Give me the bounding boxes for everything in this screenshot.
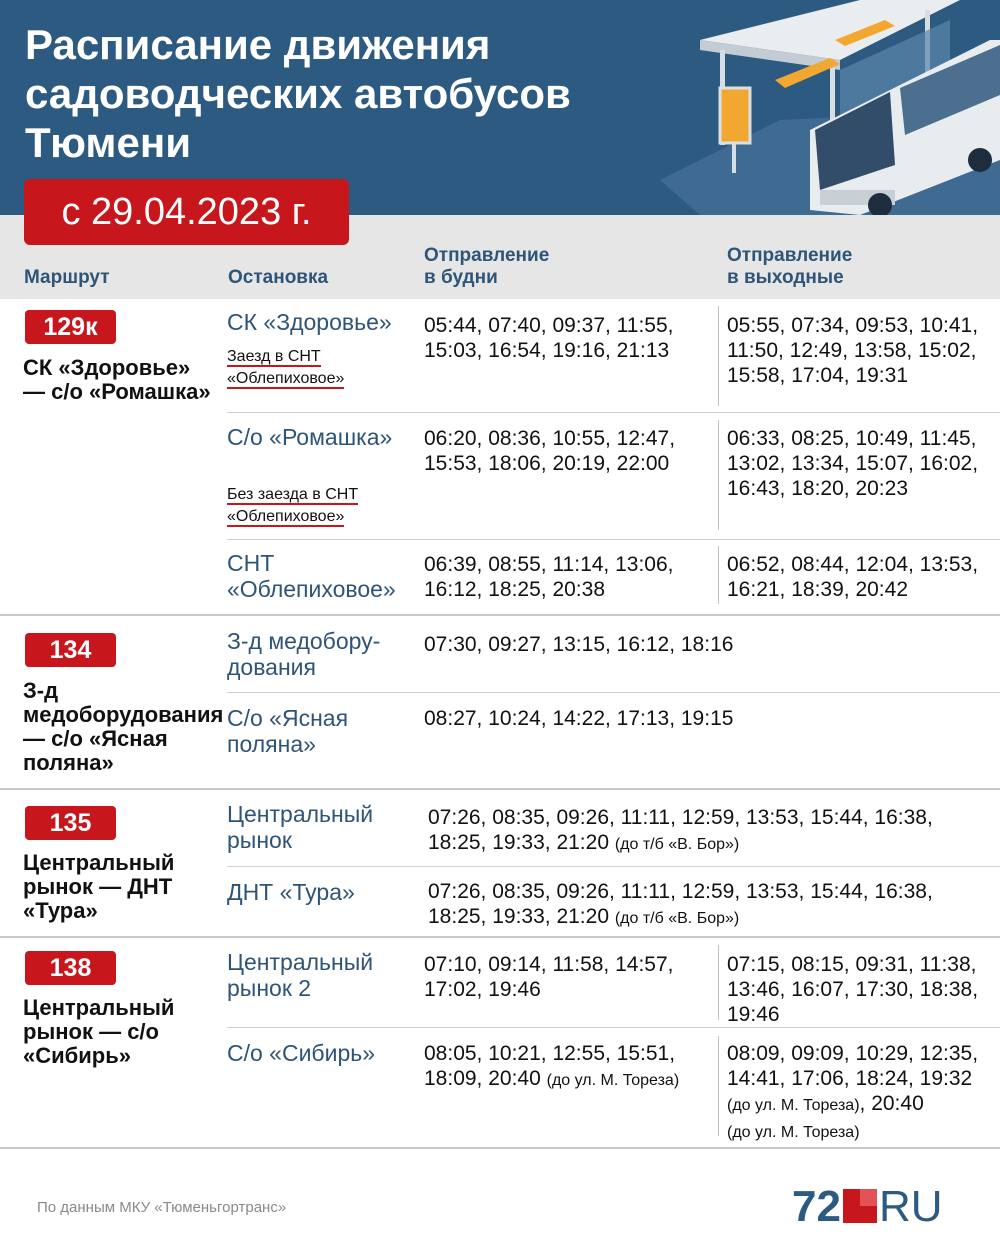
weekend-times: 06:52, 08:44, 12:04, 13:53, 16:21, 18:39, 20:42 — [727, 553, 979, 601]
weekend-times: 07:15, 08:15, 09:31, 11:38, 13:46, 16:07, 17:30, 18:38, 19:46 — [727, 953, 979, 1026]
source-credit: По данным МКУ «Тюменьгортранс» — [37, 1199, 287, 1216]
column-divider — [718, 306, 719, 406]
column-route: Маршрут — [24, 267, 110, 288]
stop-name: СК «Здоровье» — [227, 309, 392, 335]
weekend-times: 05:55, 07:34, 09:53, 10:41, 11:50, 12:49, 13:58, 15:02, 15:58, 17:04, 19:31 — [727, 314, 979, 387]
weekday-times: 07:10, 09:14, 11:58, 14:57, 17:02, 19:46 — [424, 953, 674, 1001]
title-line-2: садоводческих автобусов — [25, 70, 571, 117]
stop-note — [227, 484, 358, 528]
row-divider — [227, 412, 1000, 413]
times-list: 08:05, 10:21, 12:55, 15:51, 18:09, 20:40 — [424, 1042, 676, 1090]
stop-name: С/о «Ромашка» — [227, 424, 393, 450]
row-divider — [227, 866, 1000, 867]
stop-note — [227, 346, 344, 390]
date-badge: с 29.04.2023 г. — [24, 179, 349, 245]
column-weekday-line-2: в будни — [424, 267, 498, 288]
route-name: СК «Здоровье» — с/о «Ромашка» — [23, 355, 211, 404]
route-name: Центральный рынок — ДНТ «Тура» — [23, 850, 175, 923]
route-divider — [0, 788, 1000, 790]
column-weekday — [424, 245, 549, 289]
route-divider — [0, 614, 1000, 616]
logo-digits: 72 — [792, 1182, 841, 1231]
route-number-badge: 138 — [25, 951, 116, 985]
times-list: 07:26, 08:35, 09:26, 11:11, 12:59, 13:53, 15:44, 16:38, 18:25, 19:33, 21:20 — [428, 880, 933, 928]
stop-note-line-2: «Облепиховое» — [227, 370, 345, 387]
times-remark: (до ул. М. Тореза) — [546, 1072, 680, 1089]
site-logo — [792, 1184, 943, 1230]
weekend-times: 06:33, 08:25, 10:49, 11:45, 13:02, 13:34, 15:07, 16:02, 16:43, 18:20, 20:23 — [727, 427, 979, 500]
column-divider — [718, 420, 719, 530]
page-title — [25, 20, 725, 167]
column-stop: Остановка — [228, 267, 329, 288]
column-divider — [718, 1036, 719, 1136]
row-divider — [227, 539, 1000, 540]
times-remark: (до ул. М. Тореза) — [727, 1097, 860, 1114]
route-number-badge: 129к — [25, 310, 116, 344]
times-extra: 20:40 — [871, 1092, 924, 1115]
route-name: З-д медоборудования — с/о «Ясная поляна» — [23, 678, 224, 775]
column-weekday-line-1: Отправление — [424, 245, 550, 266]
weekday-times: 06:20, 08:36, 10:55, 12:47, 15:53, 18:06, 20:19, 22:00 — [424, 427, 676, 475]
times-list: 07:26, 08:35, 09:26, 11:11, 12:59, 13:53, 15:44, 16:38, 18:25, 19:33, 21:20 — [428, 806, 933, 854]
stop-name: С/о «Ясная поляна» — [227, 705, 349, 757]
logo-ru: RU — [878, 1182, 943, 1231]
times: 07:30, 09:27, 13:15, 16:12, 18:16 — [424, 633, 734, 656]
times — [428, 805, 988, 857]
title-line-3: Тюмени — [25, 119, 192, 166]
stop-name: Центральный рынок 2 — [227, 949, 374, 1001]
stop-name: ДНТ «Тура» — [227, 879, 355, 905]
column-divider — [718, 546, 719, 604]
route-number-badge: 134 — [25, 633, 116, 667]
column-weekend — [727, 245, 852, 289]
times-remark: (до т/б «В. Бор») — [614, 836, 740, 853]
bus-stop-illustration — [660, 0, 1000, 215]
route-number-badge: 135 — [25, 806, 116, 840]
times: 08:27, 10:24, 14:22, 17:13, 19:15 — [424, 707, 734, 730]
times-remark: (до ул. М. Тореза) — [727, 1124, 860, 1141]
stop-name: Центральный рынок — [227, 801, 374, 853]
weekday-times — [424, 1041, 714, 1093]
column-weekend-line-2: в выходные — [727, 267, 844, 288]
column-divider — [718, 945, 719, 1020]
route-divider — [0, 1147, 1000, 1149]
stop-name: З-д медобору-дования — [227, 628, 381, 680]
stop-name: СНТ «Облепиховое» — [227, 550, 396, 602]
route-name: Центральный рынок — с/о «Сибирь» — [23, 995, 175, 1068]
weekend-times: 08:09, 09:09, 10:29, 12:35, 14:41, 17:06, 18:24, 19:32 (до ул. М. Тореза), 20:40 (до ул. М. Тореза) — [727, 1042, 979, 1141]
weekday-times: 05:44, 07:40, 09:37, 11:55, 15:03, 16:54, 19:16, 21:13 — [424, 314, 674, 362]
route-divider — [0, 936, 1000, 938]
times-remark: (до т/б «В. Бор») — [614, 910, 740, 927]
stop-name: С/о «Сибирь» — [227, 1040, 376, 1066]
row-divider — [227, 1027, 1000, 1028]
times — [428, 879, 988, 931]
weekday-times: 06:39, 08:55, 11:14, 13:06, 16:12, 18:25, 20:38 — [424, 553, 674, 601]
stop-note-line-1: Без заезда в СНТ — [227, 486, 359, 503]
stop-note-line-2: «Облепиховое» — [227, 508, 345, 525]
row-divider — [227, 692, 1000, 693]
stop-note-line-1: Заезд в СНТ — [227, 348, 321, 365]
title-line-1: Расписание движения — [25, 21, 491, 68]
times-list: 08:09, 09:09, 10:29, 12:35, 14:41, 17:06, 18:24, 19:32 — [727, 1042, 979, 1090]
logo-mark — [843, 1189, 877, 1223]
column-weekend-line-1: Отправление — [727, 245, 853, 266]
